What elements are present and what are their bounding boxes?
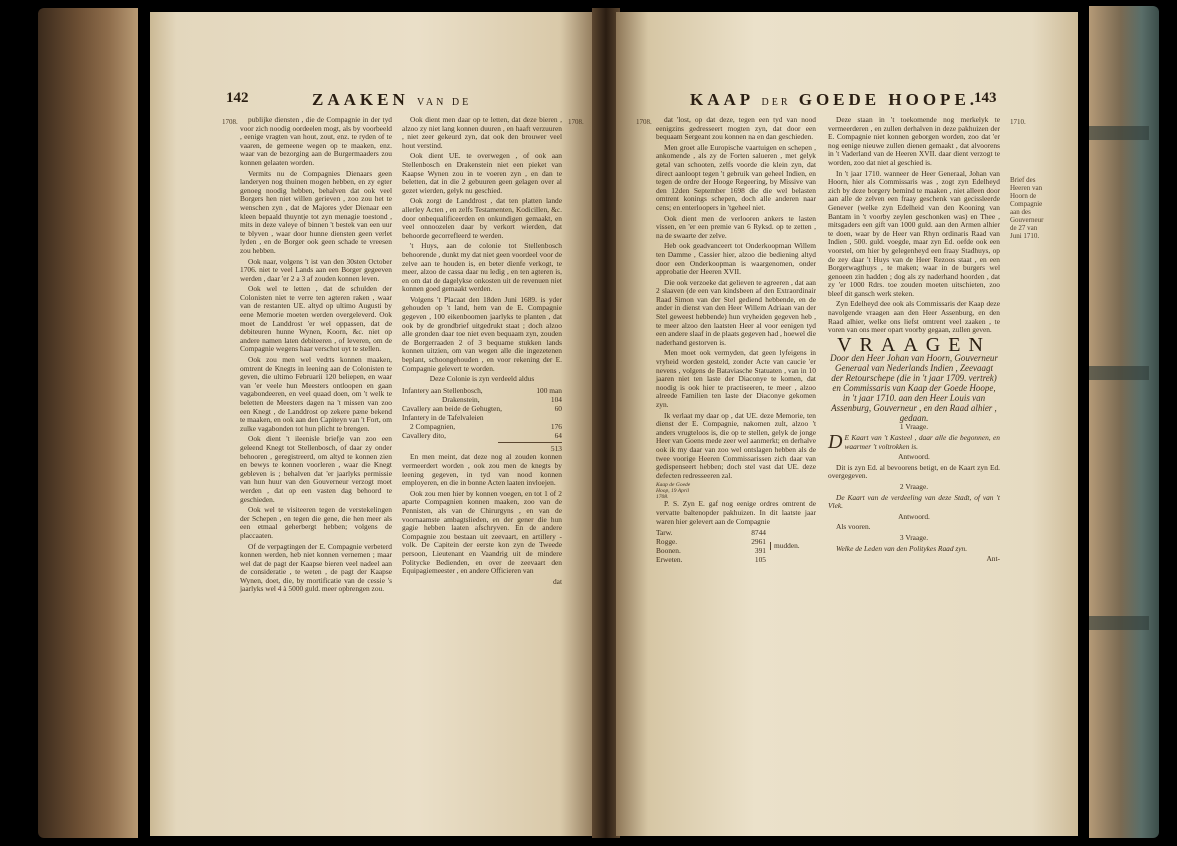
paragraph: En men meint, dat deze nog al zouden konnen vermeerdert worden , ook zou men de knegts by leening gegeven, in tyd van nood konnen employeren, en die in bonne Acten laaten invloejen.: [402, 452, 562, 488]
troops-total: 513: [550, 443, 562, 453]
troops-table: [402, 386, 562, 440]
paragraph: Ik verlaat my daar op , dat UE. deze Memorie, ten dienst der E. Compagnie, nakomen zult, alzoo 't anders vrugteloos is, die op te stellen, gelyk de jonge Heer van Goens mede zeer wel aanmerkt; en derhalve ook ik my daar van zoo wel ontslagen hebben als de twee voorige Heeren Commissarissen zich daar van gedispenseert hebben; doch stel vast dat UE. deze defecten redresseeren zal.: [656, 410, 816, 480]
left-year-margin: 1708.: [222, 118, 238, 126]
paragraph: Ook zou men hier by konnen voegen, en tot 1 of 2 aparte Compagnien konnen maaken, zoo van de Pennisten, als van de Chirurgyns , en van de voornaamste ambagtslieden, en der gener die hun gagie hebben laaten afschryven. En de andere Compagnie zou bestaan uit zeevaart, en artillery - volk. De Capitein der eerste kon zyn de Tweede persoon, Lieutenant en Vaandrig uit de mindere Politycke Bedienden, en over de zeevaart den Equipagiemeester , en andere Officieren van: [402, 488, 562, 576]
answer-2-heading: Antwoord.: [898, 511, 930, 521]
table-row: Tarw. 8744: [656, 528, 766, 538]
answer-2-text: Als vooren.: [836, 522, 871, 532]
table-row: Infantery in de Tafelvaleien: [402, 412, 484, 422]
left-column-1: [240, 116, 392, 596]
right-page-number: 143: [974, 90, 997, 106]
answer-1-heading: Antwoord.: [898, 452, 930, 462]
table-row: Boonen. 391: [656, 546, 766, 556]
question-1-text: D E Kaart van 't Kasteel , daar alle die begonnen, en waarmer 't voltrokken is.: [828, 431, 1000, 454]
table-row: Rogge. 2961: [656, 537, 766, 547]
paragraph: Ook dient men de verlooren ankers te lasten vissen, en 'er een premie van 6 Ryksd. op te zetten , na de swaarte der zelve.: [656, 213, 816, 240]
paragraph: Heb ook geadvanceert tot Onderkoopman Willem ten Damme , Cassier hier, alzoo die bediening altyd door een Onderkoopman is waargenomen, onder approbatie der Heeren XVII.: [656, 241, 816, 277]
vraagen-byline: Door den Heer Johan van Hoorn, Gouverneur Generaal van Nederlands Indien , Zeevaagt der Retourschepe (die in 't jaar 1709. vertrek) en Commissaris van Kaap der Goede Hoope, in 't jaar 1710. aan den Heer Louis van Assenburg, Gouverneur , en den Raad alhier , gedaan.: [830, 353, 998, 424]
table-row: Infantery aan Stellenbosch, 100 man: [402, 385, 562, 395]
right-page: [616, 12, 1078, 836]
table-row: Drakenstein, 104: [442, 394, 562, 404]
paragraph: 't Huys, aan de colonie tot Stellenbosch behoorende , dunkt my dat niet geen voordeel voor de zelve aan te houden is, en beter dienfe verkogt, te meer, alzoo de cassa daar nu ledig , en ten agteren is, en om dat de dagelykse onkosten uit de revenuen niet konnen goed gemaakt werden.: [402, 241, 562, 294]
right-column-1: [656, 116, 816, 564]
paragraph: Of de verpagtingen der E. Compagnie verbeterd konnen werden, heb niet konnen vernemen ; maar wel dat de pagt der Kaapse bieren veel nadeel aan de consideratie , te weten , de pagt der Kaapse Wynen, doet, die, by mortificatie van de cessie 's jaarlyks wel 4 à 5000 guld. meer opbrengen zou.: [240, 541, 392, 594]
table-row: 2 Compagnien, 176: [410, 421, 562, 431]
left-year-margin-right: 1708.: [568, 118, 584, 126]
grain-table: [656, 528, 816, 564]
paragraph: Men groet alle Europische vaartuigen en schepen , ankomende , als zy de Forten salueren , met gelyk getal van schooten, zelfs voorde die klein zyn, dat direct aanloopt tegen 't gebruik van geheel Indien, en tegen de ordre der Hooge Regeering, by Missive van den 12den September 1698 die die wel belasten omtrent konings schepen, doch alle anderen naar cens; en enterloopers in 'tgeheel niet.: [656, 142, 816, 212]
paragraph: Men moet ook vermyden, dat geen lyfeigens in vryheid worden gesteld, zonder Acte van caucie 'er nevens , volgens de Bataviasche Statuaten , van in 10 jaaren niet ten laste der Diaconye te komen, dat noodig is ook hier te practiseeren, te meer , alzoo alreede Familien ten laste der Diaconye gekomen zyn.: [656, 348, 816, 409]
question-3-heading: 3 Vraage.: [899, 532, 929, 542]
question-1-heading: 1 Vraage.: [899, 422, 929, 432]
question-3-text: Welke de Leden van den Politykes Raad zyn.: [836, 543, 968, 553]
answer-1-text: Dit is zyn Ed. al bevoorens betigt, en de Kaart zyn Ed. overgegeven.: [828, 462, 1000, 481]
right-book-cover: [1089, 6, 1159, 838]
right-running-head: KAAP DER GOEDE HOOPE.: [690, 90, 979, 109]
right-margin-note: Brief des Heeren van Hoorn de Compagnie aan des Gouverneur de 27 van Juni 1710.: [1010, 176, 1044, 240]
left-page: [150, 12, 596, 836]
paragraph: Ook wel te visiteeren tegen de verstekelingen der Schepen , en tegen die gene, die hen meer als een etmaal geherbergt hebben; volgens de placcaaten.: [240, 505, 392, 540]
paragraph: Ook dient men daar op te letten, dat deze bieren , alzoo zy niet lang konnen duuren , en haaft verzuuren , niet zeer gekeurd zyn, dat ook den brouwer veel hout verstind.: [402, 115, 562, 150]
left-page-number: 142: [226, 90, 249, 106]
vraagen-title: VRAAGEN: [837, 333, 991, 356]
question-2-text: De Kaart van de verdeeling van deze Stadt, of van 't Vlek.: [828, 492, 1000, 511]
paragraph: Ook wel te letten , dat de schulden der Colonisten niet te verre ten agteren raken , waar van de restanten UE. altyd op ultimo Augusti by eene Memorie moeten werden overgeleverd. Ook moet de Landdrost 'er wel oppassen, dat de debiteuren hunne Wynen, Koorn, &c. niet op andere namen laten debiteeren , of leveren, om de Compagnie wegens haar verschot uyt te stellen.: [240, 284, 392, 354]
paragraph: publijke diensten , die de Compagnie in der tyd voor zich noodig oordeelen mogt, als by voorbeeld , eenige vragten van hout, zout, enz. te ryden of te vaaren, de gemeene wegen op te maaken, enz. waar van de bezorging aan de Burgermaaders zou konnen gelaaten worden.: [240, 115, 392, 167]
paragraph: Ook zou men wel vedrts konnen maaken, omtrent de Knegts in leening aan de Colonisten te geven, die ultimo Februarii 120 beliepen, en waar van 'er veele hun Meesters ontloopen en gaan vagabondeeren, en veel quaad doen, om 't welk te beletten de Meesters dagen na 't missen van zoo een Knegt , de Landdrost op zekere pæne bekend te maaken, en ook aan den Capiteyn van 't Fort, om zulke vagabonden tot hun plicht te brengen.: [240, 355, 392, 433]
paragraph: Die ook verzoeke dat gelieven te agreeren , dat aan 2 slaaven (de een van kindsbeen af den Extraordinair Raad Simon van der Stel gediend hebbende, en de ander in dienst van den Heer Willem Adriaan van der Stel geweest hebbende) hun vryheiden gegeven heb , te meer alzoo den laatsten Heer al voor eenigen tyd een andere slaaf in de plaats gegeven had , hoewel die naderhand gestorven is.: [656, 277, 816, 347]
catchword: dat: [552, 576, 562, 586]
question-2-heading: 2 Vraage.: [899, 482, 929, 491]
paragraph: Ook naar, volgens 't ist van den 30sten October 1706. niet te veel Lands aan een Borger gegeeven werden , daar 'er 2 a 3 af zouden konnen leven.: [240, 256, 392, 283]
grain-unit: mudden.: [770, 542, 800, 551]
paragraph: Ook zorgt de Landdrost , dat ten platten lande allerley Acten , en zelfs Testamenten, Kodicillen, &c. door onbequalificeerden en onkundigen gemaakt, en veel onnoozelen daar by verkort wierden, dat behoorde gecorrefleerd te werden.: [402, 196, 562, 240]
paragraph: Ook dient UE. te overwegen , of ook aan Stellenbosch en Drakenstein niet een pieket van Kaapse Wynen zou in te voeren zyn , en dan te beletten, dat in die 2 gebuuren geen gelagen over al gezet wierden, gelyk nu geschied.: [402, 151, 562, 195]
table-row: Cavallery aan beide de Gehugten, 60: [402, 403, 562, 413]
table-row: Cavallery dito, 64: [402, 430, 562, 440]
troops-heading: Deze Colonie is zyn verdeeld aldus: [429, 374, 535, 384]
left-column-2: [402, 116, 562, 586]
paragraph: In 't jaar 1710. wanneer de Heer Generaal, Johan van Hoorn, hier als Commissaris was , zogt zyn Edelheyd zich by deze borgery bemind te maaken , niet alleen door aan alle de zelven een fraay geschenk van gecissleerde Genever (welke zyn Edelheid van den Kooning van Bantam in 't voorby zeylen geschonken was) en Thee , mitsgaders een gift van 1000 guld. aan den Armen alhier te doen, waar by de Heer van Rhyn ordinaris Raad van Indien , 500. guld. voegde, maar zyn Ed. oefde ook een voorstel, om hier by gelegenheyd een fraay Stadhuys, op de zey daar 't Huys van de Heer Rezoos staat , en een Borgerwagthuys , te maken; waar in de burgers wel genoeen zin hadden ; dog als zy naderhand hoorden , dat zy 'er 1000 Rdrs. toe zouden moeten uitschieten, zoo bleef dit gansch werk steken.: [828, 168, 1000, 298]
signature-place-date: Kaap de Goede Hoop, 19 April 1708.: [656, 482, 691, 501]
table-row: Erweten. 105: [656, 555, 766, 565]
paragraph: Ook dient 't ileenisle briefje van zoo een geleend Knegt tot Stellenbosch, of daar zy onder behooren , geregistreerd, om altyd te konnen zien en bewys te konnen voorleren , waar die Knegt gebleven is ; behalven dat 'er jaarlyks permissie van hun huur van den Gouverneur verzogt moet werden , dat op een vasten dag behoord te geschieden.: [240, 434, 392, 504]
left-book-cover: [38, 8, 138, 838]
right-year-margin-2: 1710.: [1010, 118, 1026, 126]
paragraph: Zyn Edelheyd dee ook als Commissaris der Kaap deze navolgende vraagen aan den Heer Assenburg, en den Raad alhier, welke ons liefst omtrent veel zaaken , te voren van ons meer opart voorby gegaan, zullen geven.: [828, 299, 1000, 335]
paragraph: Deze staan in 't toekomende nog merkelyk te vermeerderen , en zullen derhalven in deze pakhuizen der E. Compagnie niet konnen geborgen worden, zoo dat 'er nog eenige nieuwe zullen dienen gemaakt , dat alvoorens in 't Vaderland van de Heeren XVII. daar dient verzogt te worden, zoo dat niet al geschied is.: [828, 115, 1000, 167]
right-column-2: [828, 116, 1000, 564]
catchword: Ant-: [986, 554, 1000, 564]
postscript: P. S. Zyn E. gaf nog eenige ordres omtrent de vervatte baltenopder pakhuizen. In dit laatste jaar waren hier gelevert aan de Compagnie: [656, 499, 816, 526]
left-running-head: ZAAKEN VAN DE: [312, 90, 472, 109]
right-year-margin: 1708.: [636, 118, 652, 126]
paragraph: dat 'lost, op dat deze, tegen een tyd van nood eenigzins gedresseert mogten zyn, dat door een bequaam Sergeant zou konnen na en dan geschieden.: [656, 115, 816, 142]
paragraph: Vermits nu de Compagnies Dienaars geen landeryen nog thuinen mogen hebben, en zy egter genoeg noodig hebben, behalven dat ook veel Borgers hen niet willen gerieven , zoo zou het te wenschen zyn , dat de Majores yder Dienaar een kleen bepaald thuyntje tot zyn menagie toestond , mits in deze valeye of binnen 't bestek van een uur te blyven , waar door hunne diensten geen verlet lyden , en de Borger ook geen schade te vreesen zou hebben.: [240, 168, 392, 255]
paragraph: Volgens 't Placaat den 18den Juni 1689. is yder gehouden op 't land, hem van de E. Compagnie gegeven , 100 eikenboomen jaarlyks te planten , dat ook by de grondbrief uitgedrukt staat ; doch alzoo alle gronden daar toe niet even bequaam zyn, zouden de Borgerraaden 2 of 3 bequame stukken lands konnen uitzien, om van wegen alle die ingezetenen beplant, schoongehouden , en voor rekening der E. Compagnie gelevert te worden.: [402, 294, 562, 373]
